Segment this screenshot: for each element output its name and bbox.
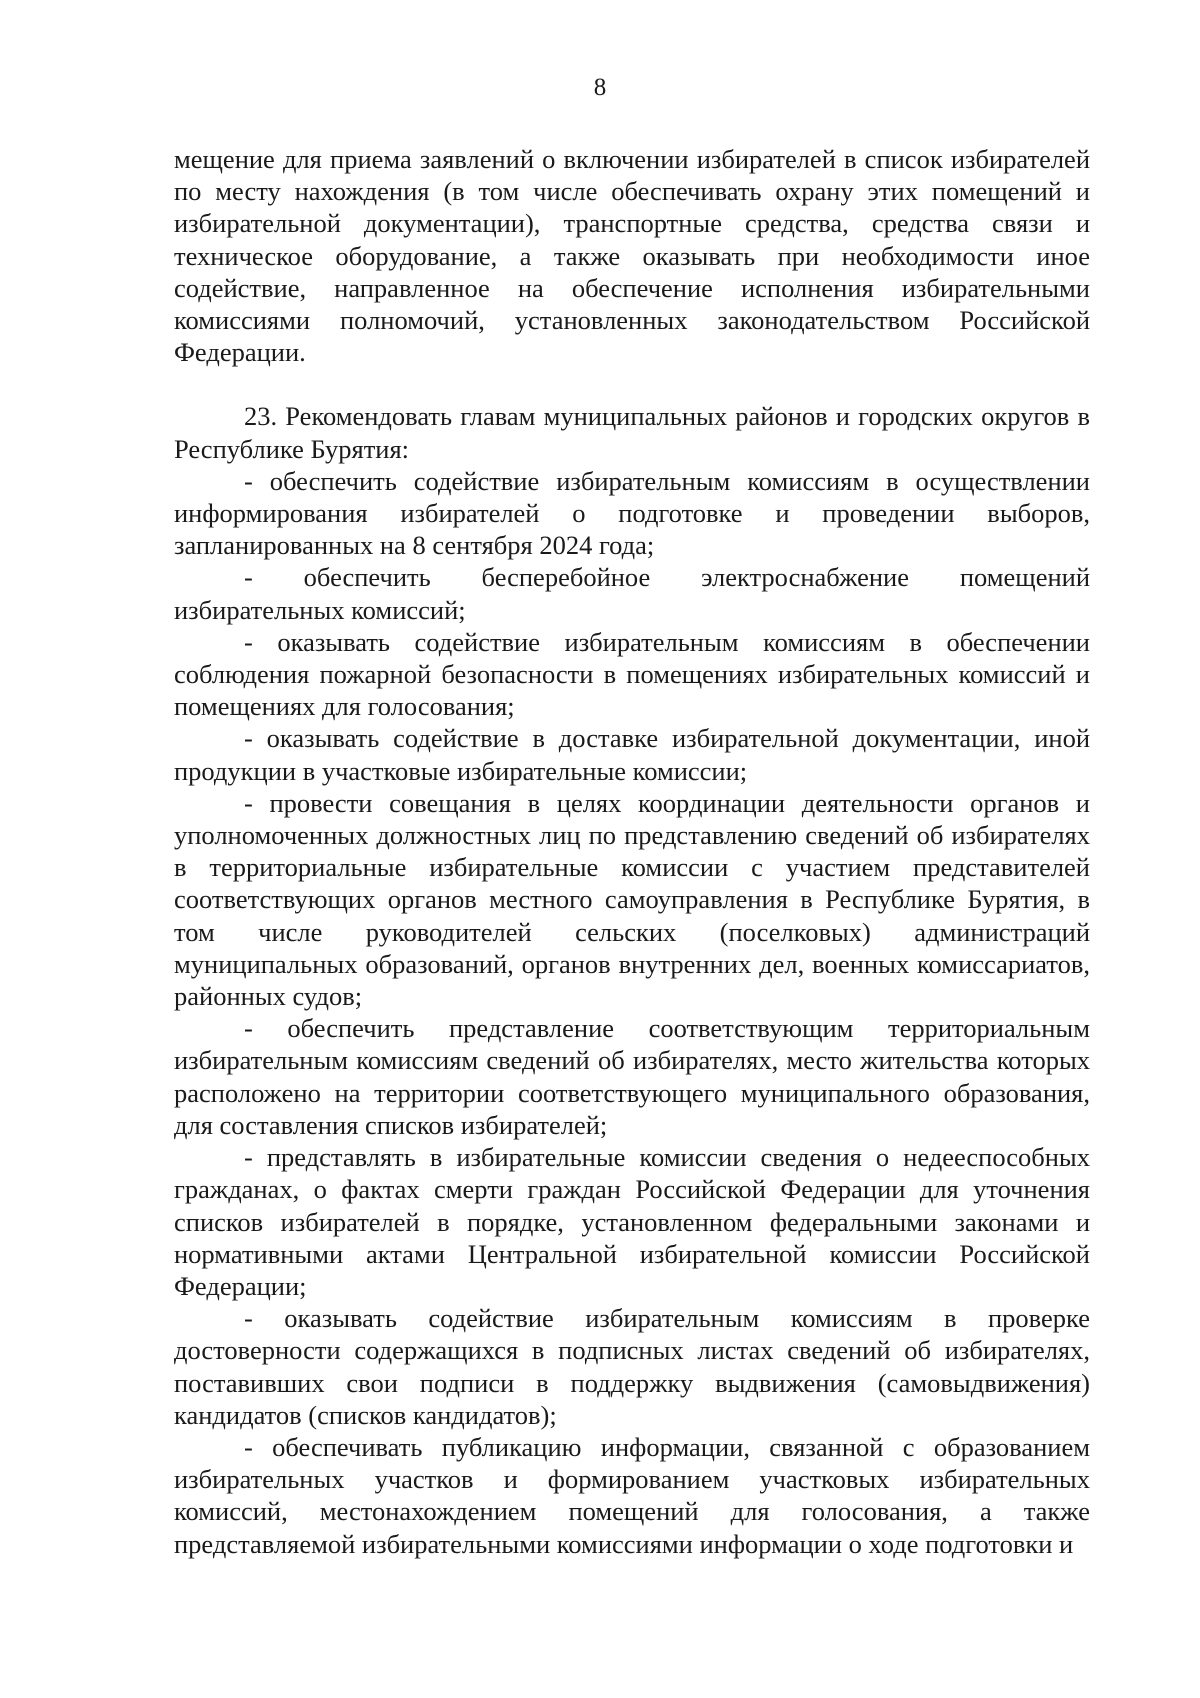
page-number: 8 — [593, 74, 607, 101]
paragraph-item-23: 23. Рекомендовать главам муниципальных районов и городских округов в Республике Бурятия: — [174, 401, 1090, 464]
list-item: - представлять в избирательные комиссии сведения о недееспособных гражданах, о фактах смерти граждан Российской Федерации для уточнения списков избирателей в порядке, установленном федеральными законами и нормативными актами Центральной избирательной комиссии Российской Федерации; — [174, 1142, 1090, 1301]
list-item: - оказывать содействие избирательным комиссиям в обеспечении соблюдения пожарной безопасности в помещениях избирательных комиссий и помещениях для голосования; — [174, 626, 1090, 722]
list-item: - обеспечивать публикацию информации, связанной с образованием избирательных участков и формированием участковых избирательных комиссий, местонахождением помещений для голосования, а также представляемой избирательными комиссиями информации о ходе подготовки и — [174, 1431, 1090, 1559]
list-item: - провести совещания в целях координации деятельности органов и уполномоченных должностных лиц по представлению сведений об избирателях в территориальные избирательные комиссии с участием представителей соответствующих органов местного самоуправления в Республике Бурятия, в том числе руководителей сельских (поселковых) администраций муниципальных образований, органов внутренних дел, военных комиссариатов, районных судов; — [174, 787, 1090, 1012]
list-item: - оказывать содействие избирательным комиссиям в проверке достоверности содержащихся в подписных листах сведений об избирателях, поставивших свои подписи в поддержку выдвижения (самовыдвижения) кандидатов (списков кандидатов); — [174, 1303, 1090, 1430]
paragraph-continuation: мещение для приема заявлений о включении избирателей в список избирателей по месту нахождения (в том числе обеспечивать охрану этих помещений и избирательной документации), транспортные средства, средства связи и техническое оборудование, а также оказывать при необходимости иное содействие, направленное на обеспечение исполнения избирательными комиссиями полномочий, установленных законодательством Российской Федерации. — [174, 144, 1090, 368]
list-item: - оказывать содействие в доставке избирательной документации, иной продукции в участковые избирательные комиссии; — [174, 723, 1090, 786]
list-item: - обеспечить представление соответствующим территориальным избирательным комиссиям сведений об избирателях, место жительства которых расположено на территории соответствующего муниципального образования, для составления списков избирателей; — [174, 1013, 1090, 1140]
list-item: - обеспечить бесперебойное электроснабжение помещений избирательных комиссий; — [174, 562, 1090, 625]
document-body — [174, 143, 1090, 1560]
paragraph-gap — [174, 368, 1090, 400]
list-item: - обеспечить содействие избирательным комиссиям в осуществлении информирования избирателей о подготовке и проведении выборов, запланированных на 8 сентября 2024 года; — [174, 465, 1090, 561]
